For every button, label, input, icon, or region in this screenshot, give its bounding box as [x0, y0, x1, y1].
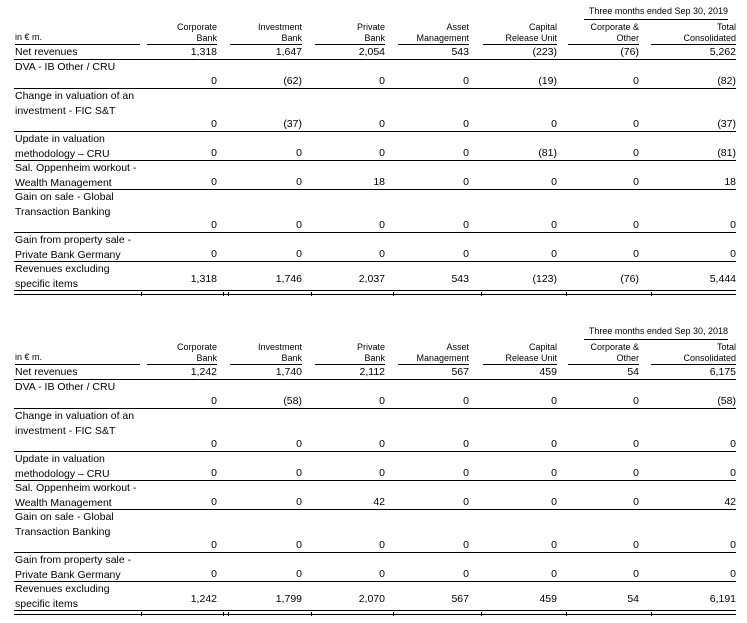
- table-row: [14, 409, 736, 452]
- table-cell: 6,175: [709, 366, 736, 378]
- table-row: [14, 132, 736, 161]
- column-header-line: Investment: [257, 22, 302, 32]
- table-cell: 0: [730, 438, 736, 450]
- table-cell: 0: [211, 496, 217, 508]
- row-label: Net revenues: [15, 366, 78, 378]
- row-label: Change in valuation of an investment - FIC S&T: [15, 410, 135, 437]
- column-header: [258, 342, 302, 364]
- column-header-line: Total: [716, 22, 736, 32]
- table-cell: 1,242: [190, 366, 217, 378]
- column-header-line: Investment: [257, 342, 302, 352]
- table-cell: 42: [724, 496, 736, 508]
- column-header-line: Other: [616, 33, 639, 43]
- table-cell: 567: [451, 593, 469, 605]
- column-header-line: Capital: [528, 342, 557, 352]
- row-label: Gain from property sale - Private Bank Germany: [15, 554, 132, 581]
- period-heading: Three months ended Sep 30, 2019: [588, 6, 728, 16]
- table-cell: 0: [379, 248, 385, 260]
- table-cell: (76): [620, 46, 639, 58]
- table-cell: 0: [463, 395, 469, 407]
- column-header: [505, 342, 557, 364]
- table-cell: (223): [532, 46, 557, 58]
- column-header-line: Bank: [196, 33, 217, 43]
- column-header: [683, 22, 736, 44]
- table-row: [14, 60, 736, 89]
- table-cell: 2,037: [358, 273, 385, 285]
- table-cell: 0: [633, 395, 639, 407]
- table-cell: 0: [211, 219, 217, 231]
- table-cell: 0: [463, 438, 469, 450]
- row-label: DVA - IB Other / CRU: [15, 61, 116, 73]
- table-cell: (19): [538, 75, 557, 87]
- table-row: [14, 481, 736, 510]
- table-row: [14, 233, 736, 262]
- column-header-line: Corporate: [176, 22, 217, 32]
- column-header-line: Bank: [364, 353, 385, 363]
- table-cell: 0: [551, 539, 557, 551]
- period-heading: Three months ended Sep 30, 2018: [588, 326, 728, 336]
- table-cell: (123): [532, 273, 557, 285]
- column-header-line: Release Unit: [505, 353, 557, 363]
- column-header-line: Total: [716, 342, 736, 352]
- table-body: [14, 45, 736, 291]
- table-cell: 0: [551, 395, 557, 407]
- table-cell: 0: [296, 147, 302, 159]
- table-cell: 5,444: [709, 273, 736, 285]
- table-cell: 1,242: [190, 593, 217, 605]
- table-cell: 0: [633, 539, 639, 551]
- row-label: Net revenues: [15, 46, 78, 58]
- table-cell: 5,262: [709, 46, 736, 58]
- table-cell: 0: [551, 176, 557, 188]
- table-cell: (37): [717, 118, 736, 130]
- table-cell: 0: [463, 219, 469, 231]
- column-header-line: Management: [416, 33, 469, 43]
- table-row: [14, 510, 736, 553]
- table-cell: 0: [463, 568, 469, 580]
- table-cell: 2,054: [358, 46, 385, 58]
- table-cell: 18: [724, 176, 736, 188]
- table-cell: 0: [463, 496, 469, 508]
- table-body: [14, 365, 736, 611]
- table-cell: 0: [379, 568, 385, 580]
- column-header-line: Corporate &: [590, 342, 639, 352]
- row-label: Update in valuation methodology – CRU: [15, 133, 110, 160]
- column-header-line: Consolidated: [683, 353, 736, 363]
- table-cell: 0: [551, 118, 557, 130]
- table-cell: 0: [463, 75, 469, 87]
- table-cell: 0: [211, 248, 217, 260]
- table-cell: 2,070: [358, 593, 385, 605]
- table-cell: 0: [211, 568, 217, 580]
- column-header: [416, 22, 469, 44]
- table-cell: 0: [730, 467, 736, 479]
- table-cell: 0: [211, 176, 217, 188]
- row-label: Gain on sale - Global Transaction Banking: [15, 511, 114, 538]
- column-header-line: Other: [616, 353, 639, 363]
- table-cell: 0: [296, 467, 302, 479]
- table-cell: 0: [730, 568, 736, 580]
- column-header-line: Corporate: [176, 342, 217, 352]
- table-cell: 0: [211, 147, 217, 159]
- table-cell: (76): [620, 273, 639, 285]
- column-header: [357, 22, 385, 44]
- table-cell: 0: [296, 568, 302, 580]
- table-cell: (58): [717, 395, 736, 407]
- table-cell: 459: [539, 593, 557, 605]
- table-cell: 0: [463, 467, 469, 479]
- table-cell: 0: [551, 219, 557, 231]
- table-row: [14, 452, 736, 481]
- unit-label: in € m.: [15, 352, 43, 362]
- table-cell: 0: [211, 539, 217, 551]
- table-cell: 543: [451, 273, 469, 285]
- table-cell: 42: [373, 496, 385, 508]
- table-row: [14, 190, 736, 233]
- table-cell: 1,318: [190, 273, 217, 285]
- column-header: [590, 342, 639, 364]
- table-row: [14, 45, 736, 60]
- column-header-line: Management: [416, 353, 469, 363]
- table-cell: 0: [633, 219, 639, 231]
- table-cell: 0: [633, 147, 639, 159]
- table-cell: 6,191: [709, 593, 736, 605]
- table-cell: (58): [283, 395, 302, 407]
- table-cell: 0: [463, 147, 469, 159]
- table-cell: 0: [633, 438, 639, 450]
- row-label: Revenues excluding specific items: [15, 263, 110, 290]
- table-row: [14, 365, 736, 380]
- table-cell: 0: [379, 539, 385, 551]
- table-row: [14, 161, 736, 190]
- column-header: [416, 342, 469, 364]
- row-label: Sal. Oppenheim workout - Wealth Management: [15, 482, 137, 509]
- column-header-line: Bank: [196, 353, 217, 363]
- column-header: [177, 22, 217, 44]
- row-label: DVA - IB Other / CRU: [15, 381, 116, 393]
- table-cell: 0: [296, 248, 302, 260]
- unit-label: in € m.: [15, 32, 43, 42]
- row-label: Gain on sale - Global Transaction Banking: [15, 191, 114, 218]
- table-cell: 0: [463, 539, 469, 551]
- row-label: Revenues excluding specific items: [15, 583, 110, 610]
- table-cell: 0: [296, 539, 302, 551]
- table-cell: 0: [379, 438, 385, 450]
- table-cell: 567: [451, 366, 469, 378]
- table-cell: 0: [296, 219, 302, 231]
- table-cell: 0: [463, 176, 469, 188]
- table-cell: (82): [717, 75, 736, 87]
- row-label: Change in valuation of an investment - FIC S&T: [15, 90, 135, 117]
- table-row: [14, 89, 736, 132]
- table-cell: 0: [633, 118, 639, 130]
- table-cell: 0: [730, 248, 736, 260]
- table-cell: 0: [463, 118, 469, 130]
- double-rule: [14, 614, 736, 615]
- table-cell: 0: [379, 395, 385, 407]
- table-cell: 0: [463, 248, 469, 260]
- table-cell: 54: [627, 593, 639, 605]
- table-cell: 2,112: [359, 366, 385, 378]
- table-cell: 459: [539, 366, 557, 378]
- table-cell: 0: [730, 539, 736, 551]
- table-cell: 0: [379, 219, 385, 231]
- table-cell: 0: [551, 467, 557, 479]
- column-header: [505, 22, 557, 44]
- table-cell: 0: [379, 147, 385, 159]
- table-cell: (81): [717, 147, 736, 159]
- column-header-line: Private: [356, 342, 385, 352]
- table-cell: 0: [633, 568, 639, 580]
- table-cell: 1,799: [275, 593, 302, 605]
- table-cell: 0: [379, 75, 385, 87]
- table-cell: 0: [379, 118, 385, 130]
- column-header-line: Bank: [281, 353, 302, 363]
- table-cell: 0: [379, 467, 385, 479]
- table-cell: 0: [551, 248, 557, 260]
- table-cell: 0: [296, 496, 302, 508]
- table-cell: 0: [551, 496, 557, 508]
- column-header-line: Asset: [446, 342, 469, 352]
- table-cell: 0: [633, 467, 639, 479]
- column-header-line: Bank: [364, 33, 385, 43]
- table-cell: 18: [373, 176, 385, 188]
- column-header-line: Corporate &: [590, 22, 639, 32]
- double-rule: [14, 294, 736, 295]
- table-cell: 0: [296, 176, 302, 188]
- column-header-line: Consolidated: [683, 33, 736, 43]
- row-label: Sal. Oppenheim workout - Wealth Management: [15, 162, 137, 189]
- table-cell: 0: [211, 438, 217, 450]
- table-row: [14, 262, 736, 291]
- row-label: Update in valuation methodology – CRU: [15, 453, 110, 480]
- column-header: [683, 342, 736, 364]
- table-cell: 0: [211, 118, 217, 130]
- table-cell: 0: [211, 395, 217, 407]
- table-cell: 0: [633, 496, 639, 508]
- table-cell: 1,647: [275, 46, 302, 58]
- table-cell: 1,318: [190, 46, 217, 58]
- table-cell: 0: [633, 248, 639, 260]
- table-row: [14, 582, 736, 611]
- table-cell: (37): [283, 118, 302, 130]
- table-cell: 54: [627, 366, 639, 378]
- table-cell: 543: [451, 46, 469, 58]
- table-row: [14, 553, 736, 582]
- column-header-line: Private: [356, 22, 385, 32]
- table-cell: 0: [551, 438, 557, 450]
- column-header-line: Capital: [528, 22, 557, 32]
- column-header-line: Bank: [281, 33, 302, 43]
- period-rule: [584, 339, 728, 340]
- column-header-line: Release Unit: [505, 33, 557, 43]
- table-cell: 0: [211, 75, 217, 87]
- table-cell: 0: [211, 467, 217, 479]
- column-header: [357, 342, 385, 364]
- row-label: Gain from property sale - Private Bank Germany: [15, 234, 132, 261]
- column-header-line: Asset: [446, 22, 469, 32]
- table-cell: 1,746: [275, 273, 302, 285]
- period-rule: [584, 19, 728, 20]
- table-cell: 0: [633, 75, 639, 87]
- table-cell: (81): [538, 147, 557, 159]
- table-cell: 1,740: [275, 366, 302, 378]
- column-header: [258, 22, 302, 44]
- table-cell: (62): [283, 75, 302, 87]
- table-row: [14, 380, 736, 409]
- table-cell: 0: [633, 176, 639, 188]
- column-header: [590, 22, 639, 44]
- table-cell: 0: [551, 568, 557, 580]
- table-cell: 0: [296, 438, 302, 450]
- table-cell: 0: [730, 219, 736, 231]
- column-header: [177, 342, 217, 364]
